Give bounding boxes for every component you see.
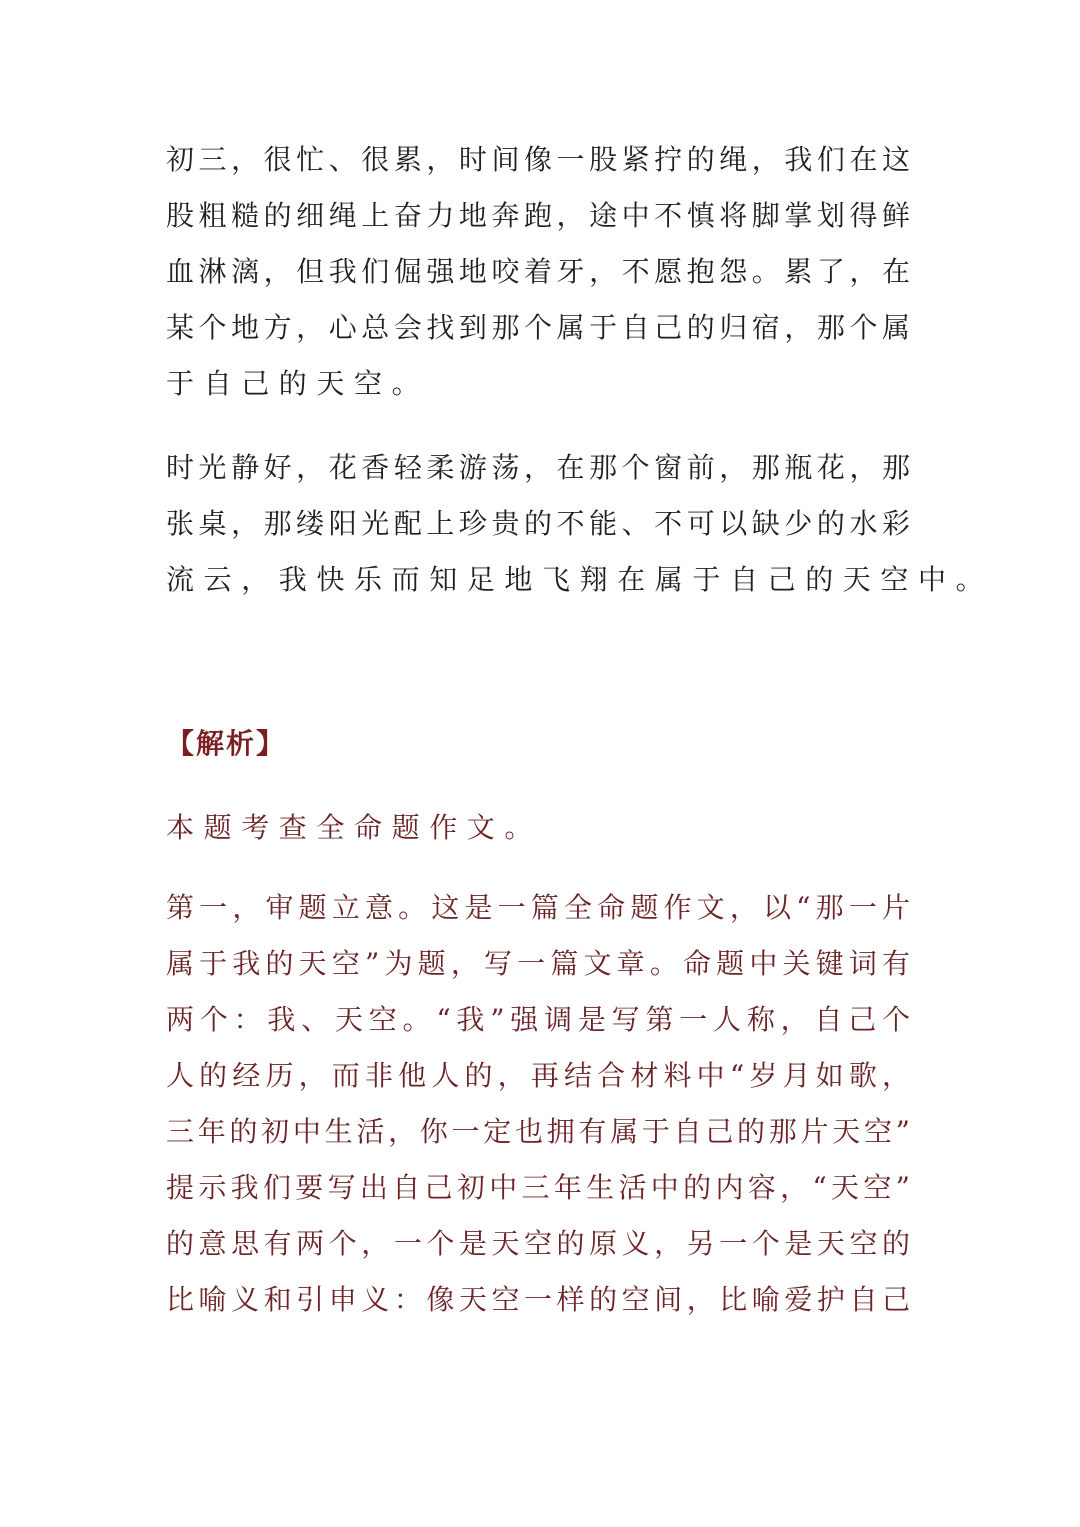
analysis-line: 人的经历，而非他人的，再结合材料中“岁月如歌，	[166, 1059, 912, 1092]
essay-line: 于自己的天空。	[166, 367, 430, 400]
essay-line: 某个地方，心总会找到那个属于自己的归宿，那个属	[166, 311, 912, 344]
essay-line: 时光静好，花香轻柔游荡，在那个窗前，那瓶花，那	[166, 451, 912, 484]
analysis-line: 的意思有两个，一个是天空的原义，另一个是天空的	[166, 1227, 912, 1260]
analysis-line: 提示我们要写出自己初中三年生活中的内容，“天空”	[166, 1171, 912, 1204]
analysis-line: 比喻义和引申义：像天空一样的空间，比喻爱护自己	[166, 1283, 912, 1316]
analysis-line: 两个：我、天空。“我”强调是写第一人称，自己个	[166, 1003, 912, 1036]
analysis-heading: 【解析】	[166, 727, 287, 760]
analysis-line: 本题考查全命题作文。	[166, 811, 543, 844]
analysis-line: 属于我的天空”为题，写一篇文章。命题中关键词有	[166, 947, 912, 980]
essay-line: 股粗糙的细绳上奋力地奔跑，途中不慎将脚掌划得鲜	[166, 199, 912, 232]
essay-line: 流云，我快乐而知足地飞翔在属于自己的天空中。	[166, 563, 994, 596]
essay-line: 血淋漓，但我们倔强地咬着牙，不愿抱怨。累了，在	[166, 255, 912, 288]
analysis-line: 三年的初中生活，你一定也拥有属于自己的那片天空”	[166, 1115, 912, 1148]
essay-line: 初三，很忙、很累，时间像一股紧拧的绳，我们在这	[166, 143, 912, 176]
analysis-line: 第一，审题立意。这是一篇全命题作文，以“那一片	[166, 891, 912, 924]
essay-line: 张桌，那缕阳光配上珍贵的不能、不可以缺少的水彩	[166, 507, 912, 540]
